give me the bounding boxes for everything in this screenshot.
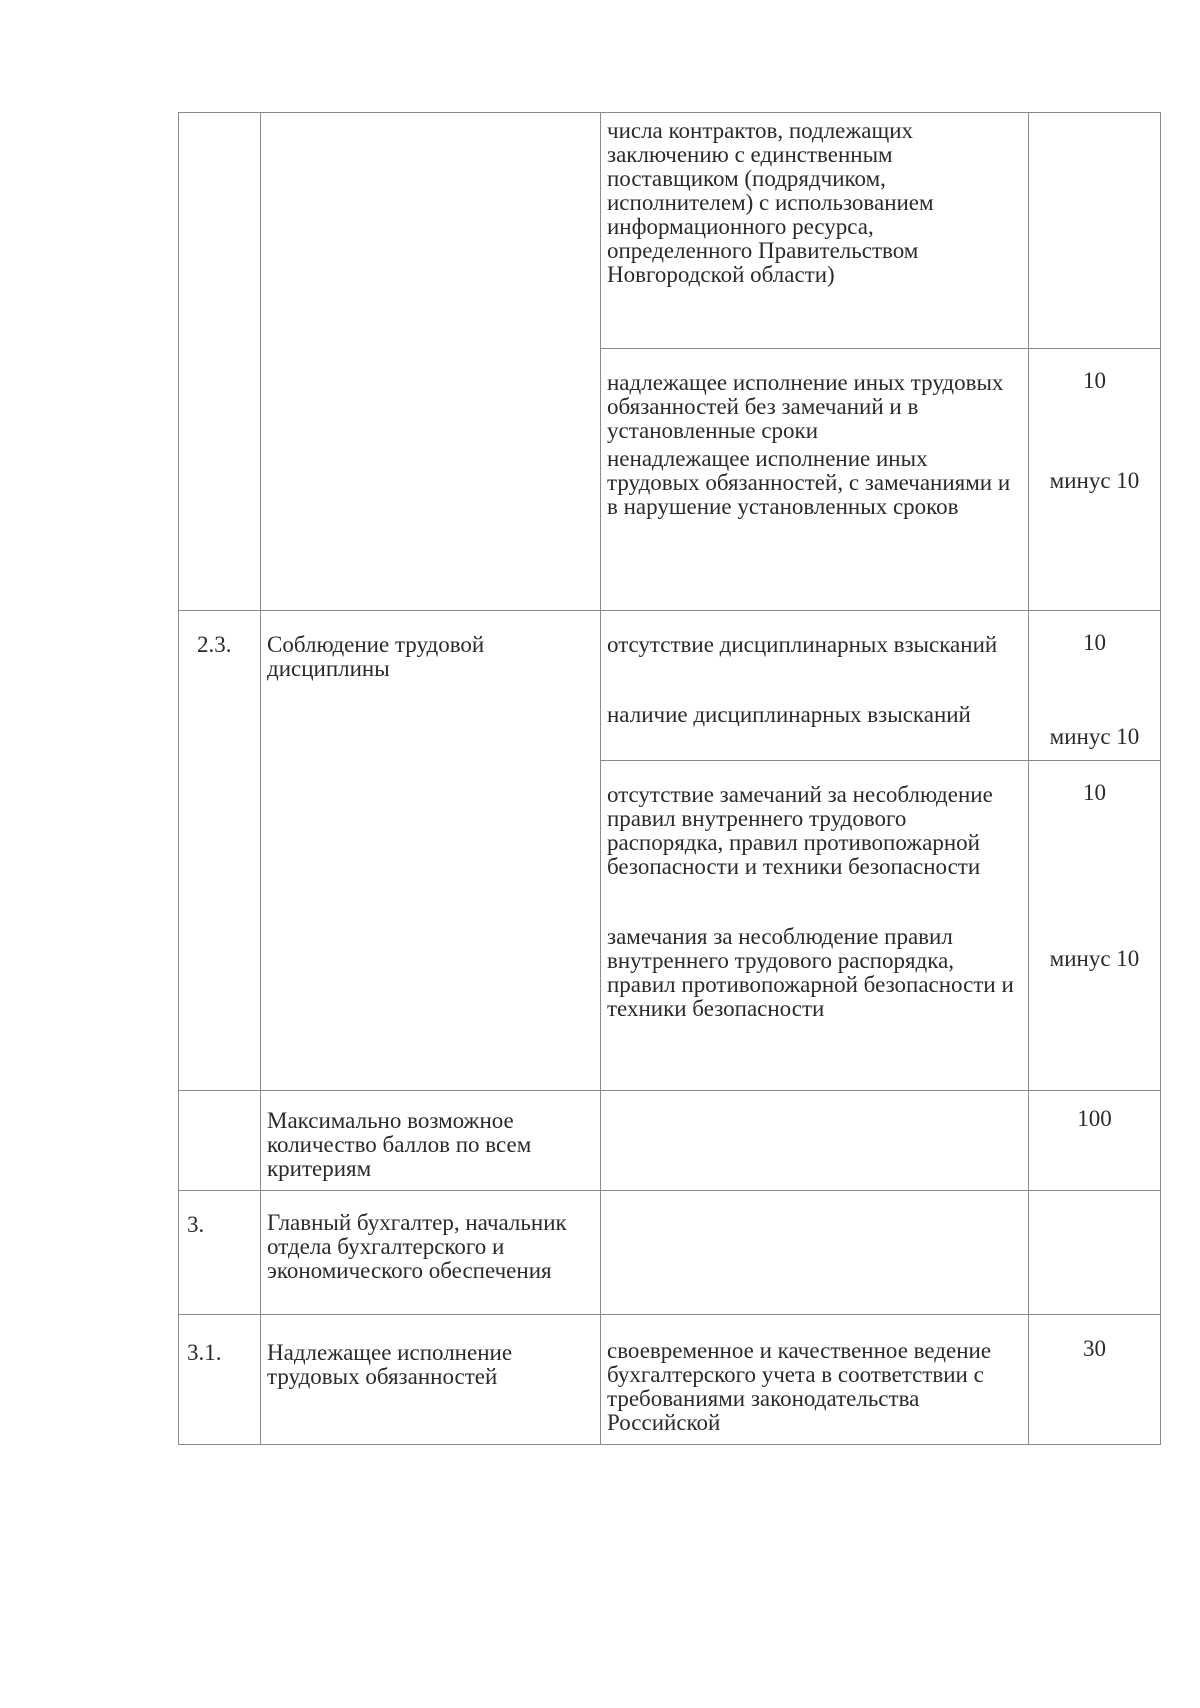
criteria-cell xyxy=(601,611,1029,761)
points-value: 30 xyxy=(1083,1336,1106,1361)
criterion-text: своевременное и качественное ведение бухгалтерского учета в соответствии с требованиями законодательства Российской xyxy=(607,1338,992,1435)
item-number: 3. xyxy=(187,1212,205,1237)
criterion-text: отсутствие дисциплинарных взысканий xyxy=(607,632,998,657)
points-cell xyxy=(1029,113,1161,349)
criterion-text: числа контрактов, подлежащих заключению с единственным поставщиком (подрядчиком, исполнителем) с использованием информационного ресурса, определенного Правительством Новгородской области) xyxy=(607,118,934,287)
name-cell xyxy=(261,1191,601,1315)
item-name: Максимально возможное количество баллов по всем критериям xyxy=(267,1108,532,1181)
criterion-text: замечания за несоблюдение правил внутреннего трудового распорядка, правил противопожарной безопасности и техники безопасности xyxy=(607,924,1014,1021)
points-value: минус 10 xyxy=(1049,946,1140,971)
table-row xyxy=(179,1191,1161,1315)
criterion-text: отсутствие замечаний за несоблюдение правил внутреннего трудового распорядка, правил противопожарной безопасности и техники безопасности xyxy=(607,782,993,879)
points-value: минус 10 xyxy=(1049,724,1140,749)
points-cell xyxy=(1029,1091,1161,1191)
points-value: 10 xyxy=(1083,780,1106,805)
criteria-cell xyxy=(601,761,1029,1091)
table-row xyxy=(179,611,1161,761)
criteria-table xyxy=(178,112,1161,1445)
criterion-text: наличие дисциплинарных взысканий xyxy=(607,702,971,727)
points-value: 10 xyxy=(1083,630,1106,655)
num-cell xyxy=(179,113,261,611)
name-cell xyxy=(261,1091,601,1191)
points-value: минус 10 xyxy=(1049,468,1140,493)
table-row xyxy=(179,113,1161,349)
points-value: 100 xyxy=(1077,1106,1112,1131)
table-row xyxy=(179,1315,1161,1445)
item-number: 2.3. xyxy=(197,632,232,657)
item-number: 3.1. xyxy=(187,1340,222,1365)
num-cell xyxy=(179,611,261,1091)
criterion-text: ненадлежащее исполнение иных трудовых обязанностей, с замечаниями и в нарушение установленных сроков xyxy=(607,446,1011,519)
item-name: Главный бухгалтер, начальник отдела бухгалтерского и экономического обеспечения xyxy=(267,1210,567,1283)
points-cell xyxy=(1029,611,1161,761)
criterion-text: надлежащее исполнение иных трудовых обязанностей без замечаний и в установленные сроки xyxy=(607,370,1004,443)
name-cell xyxy=(261,1315,601,1445)
table-row xyxy=(179,1091,1161,1191)
criteria-cell xyxy=(601,1191,1029,1315)
points-value: 10 xyxy=(1083,368,1106,393)
num-cell xyxy=(179,1091,261,1191)
points-cell xyxy=(1029,761,1161,1091)
item-name: Соблюдение трудовой дисциплины xyxy=(267,632,485,681)
criteria-cell xyxy=(601,113,1029,349)
criteria-cell xyxy=(601,1091,1029,1191)
points-cell xyxy=(1029,1315,1161,1445)
criteria-cell xyxy=(601,1315,1029,1445)
name-cell xyxy=(261,611,601,1091)
name-cell xyxy=(261,113,601,611)
num-cell xyxy=(179,1191,261,1315)
points-cell xyxy=(1029,349,1161,611)
criteria-cell xyxy=(601,349,1029,611)
num-cell xyxy=(179,1315,261,1445)
item-name: Надлежащее исполнение трудовых обязанностей xyxy=(267,1340,513,1389)
points-cell xyxy=(1029,1191,1161,1315)
